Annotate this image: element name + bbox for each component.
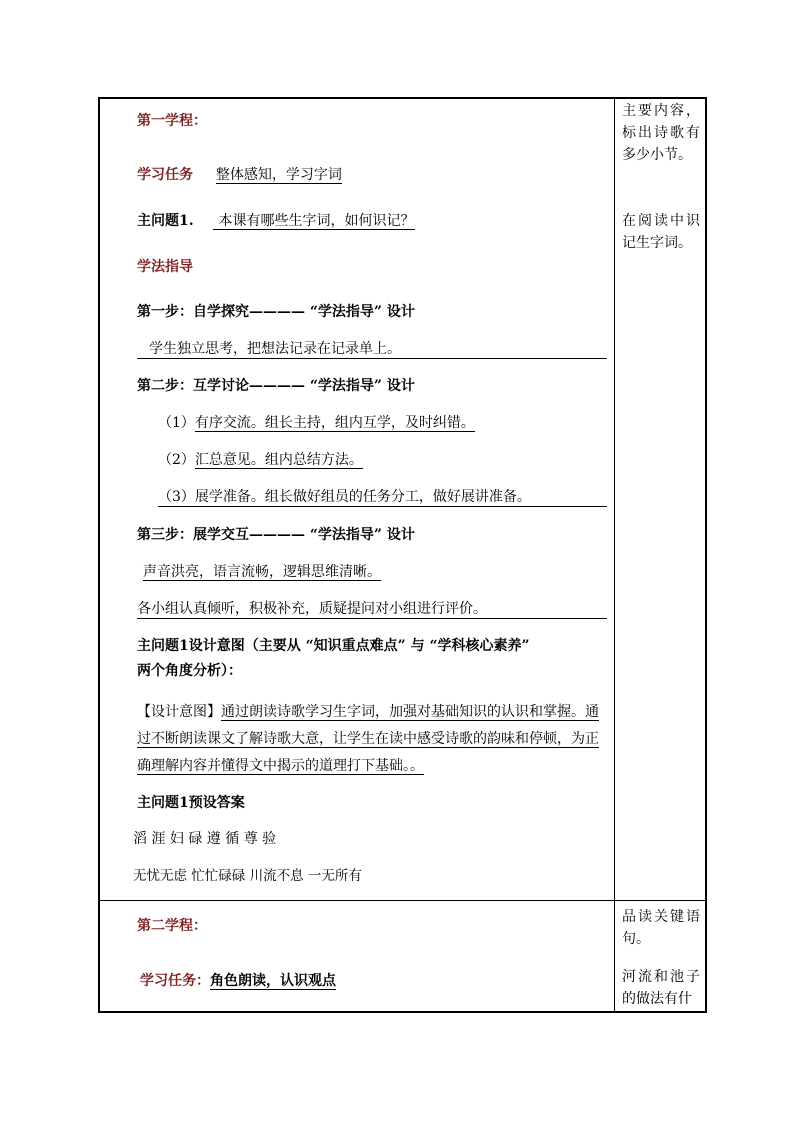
- answer-words: 无忧无虑 忙忙碌碌 川流不息 一无所有: [133, 868, 362, 884]
- step2-item-2: [158, 451, 363, 469]
- step2-title: 第二步：互学讨论———— “学法指导” 设计: [137, 378, 415, 394]
- item-text: 展学准备。组长做好组员的任务分工，做好展讲准备。: [194, 489, 531, 505]
- design-question-line2: 两个角度分析）：: [137, 663, 242, 679]
- step3-text1: 声音洪亮，语言流畅，逻辑思维清晰。: [143, 564, 381, 580]
- design-intent: [137, 699, 607, 780]
- side-note-1: 主要内容，标出诗歌有多少小节。: [622, 103, 700, 163]
- task-text: 角色朗读，认识观点: [210, 973, 336, 989]
- step3-text1-wrap: [137, 563, 381, 581]
- step1-title: 第一步：自学探究———— “学法指导” 设计: [137, 304, 415, 320]
- section1-title: 第一学程：: [137, 113, 207, 129]
- section2-title: 第二学程：: [137, 918, 207, 934]
- answer-title: 主问题1预设答案: [137, 795, 245, 811]
- item-num: （1）: [158, 415, 195, 431]
- design-label: 【设计意图】: [137, 704, 221, 720]
- q1-label: 主问题1.: [137, 213, 194, 229]
- main-question-1: [137, 212, 415, 230]
- row-divider: [98, 900, 707, 901]
- task-label: 学习任务: [137, 167, 193, 183]
- task-label: 学习任务：: [140, 973, 210, 989]
- step2-item-1: [158, 414, 475, 432]
- section2-task: [140, 972, 336, 990]
- task-text: 整体感知，学习字词: [215, 167, 342, 183]
- step3-title: 第三步：展学交互———— “学法指导” 设计: [137, 527, 415, 543]
- item-num: （2）: [158, 452, 195, 468]
- design-text: 通过朗读诗歌学习生字词，加强对基础知识的认识和掌握。通过不断朗读课文了解诗歌大意，让学生在读中感受诗歌的韵味和停顿，为正确理解内容并懂得文中揭示的道理打下基础。。: [137, 704, 599, 774]
- side-note-3: 品读关键语句。: [622, 909, 700, 947]
- answer-chars: 滔 涯 妇 碌 遵 循 尊 验: [133, 831, 277, 847]
- item-text: 有序交流。组长主持，组内互学，及时纠错。: [194, 415, 475, 431]
- column-divider: [614, 97, 615, 1013]
- q1-text: 本课有哪些生字词，如何识记？: [213, 213, 415, 230]
- item-text: 汇总意见。组内总结方法。: [194, 452, 363, 468]
- item-num: （3）: [158, 489, 195, 505]
- method-title: 学法指导: [137, 259, 193, 275]
- section1-task: [137, 166, 342, 184]
- side-note-2: 在阅读中识记生字词。: [622, 213, 700, 251]
- side-note-4: 河流和池子的做法有什: [622, 969, 700, 1007]
- step2-item-3: [158, 488, 607, 507]
- design-question-line1: 主问题1设计意图（主要从 “知识重点难点” 与 “学科核心素养”: [137, 638, 530, 654]
- step3-text2: 各小组认真倾听，积极补充，质疑提问对小组进行评价。: [137, 600, 607, 619]
- step1-text: 学生独立思考，把想法记录在记录单上。: [137, 340, 607, 359]
